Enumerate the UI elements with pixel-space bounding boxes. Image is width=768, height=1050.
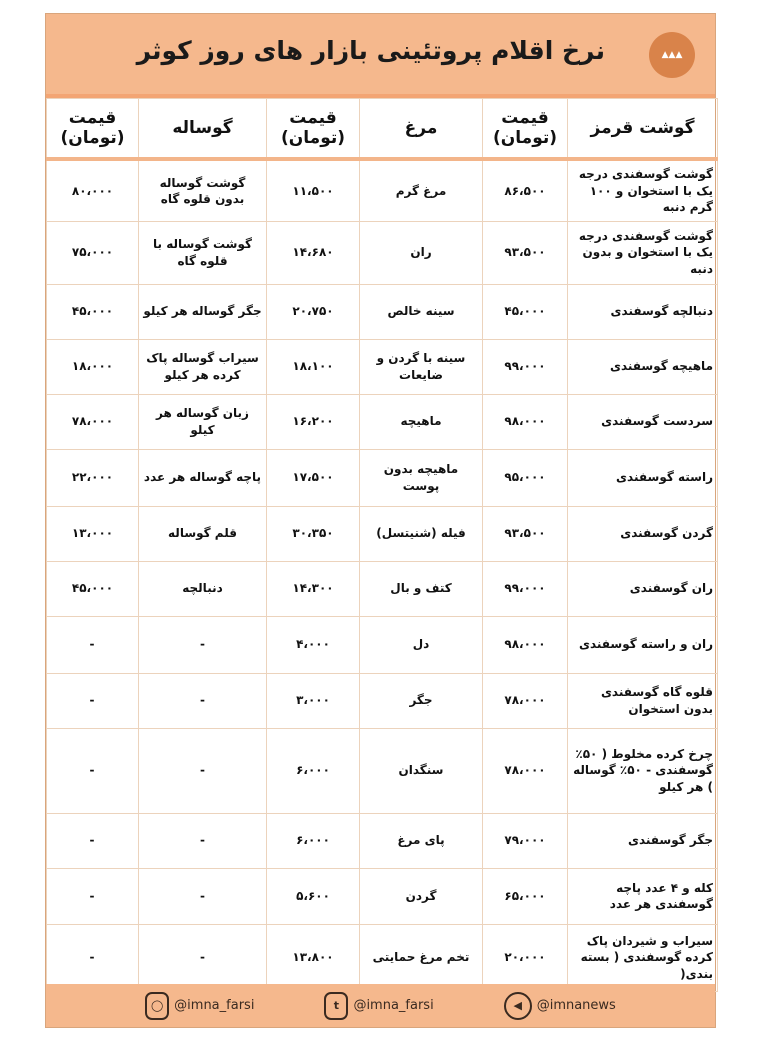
item-cell: ماهیچه گوسفندی [568,339,718,394]
table-row [47,394,718,449]
price-cell: - [47,616,139,673]
price-cell: ۵،۶۰۰ [267,868,360,924]
item-cell: ماهیچه بدون پوست [360,449,483,506]
price-cell: ۳۰،۳۵۰ [267,506,360,561]
item-cell: دل [360,616,483,673]
item-cell: جگر گوسفندی [568,813,718,868]
price-cell: ۷۹،۰۰۰ [483,813,568,868]
item-cell: چرخ کرده مخلوط ( ۵۰٪ گوسفندی - ۵۰٪ گوساله ) هر کیلو [568,728,718,813]
item-cell: سردست گوسفندی [568,394,718,449]
column-header: قیمت (تومان) [483,99,568,160]
item-cell: گوشت گوساله با قلوه گاه [139,221,267,284]
imna-logo: ▲▲▲ [649,32,695,78]
table-row [47,561,718,616]
twitter-icon: t [324,992,348,1020]
price-cell: ۶،۰۰۰ [267,813,360,868]
column-header: گوساله [139,99,267,160]
item-cell: ماهیچه [360,394,483,449]
price-cell: - [47,924,139,991]
item-cell: قلم گوساله [139,506,267,561]
item-cell: - [139,728,267,813]
column-header: قیمت (تومان) [267,99,360,160]
table-row [47,506,718,561]
item-cell: فیله (شنیتسل) [360,506,483,561]
item-cell: - [139,868,267,924]
item-cell: سنگدان [360,728,483,813]
table-row [47,339,718,394]
price-cell: ۸۰،۰۰۰ [47,159,139,221]
item-cell: ران [360,221,483,284]
item-cell: پای مرغ [360,813,483,868]
item-cell: - [139,673,267,728]
price-cell: ۹۳،۵۰۰ [483,221,568,284]
price-cell: - [47,728,139,813]
price-cell: ۴،۰۰۰ [267,616,360,673]
price-cell: ۱۸،۰۰۰ [47,339,139,394]
price-cell: ۹۸،۰۰۰ [483,616,568,673]
price-cell: ۴۵،۰۰۰ [47,284,139,339]
item-cell: پاچه گوساله هر عدد [139,449,267,506]
item-cell: کله و ۴ عدد پاچه گوسفندی هر عدد [568,868,718,924]
price-cell: ۱۶،۲۰۰ [267,394,360,449]
item-cell: سیراب و شیردان پاک کرده گوسفندی ( بسته بندی( [568,924,718,991]
item-cell: دنبالچه [139,561,267,616]
price-cell: ۶،۰۰۰ [267,728,360,813]
item-cell: - [139,616,267,673]
handle-text: @imna_farsi [174,998,255,1013]
price-cell: ۴۵،۰۰۰ [483,284,568,339]
item-cell: دنبالچه گوسفندی [568,284,718,339]
price-cell: ۷۸،۰۰۰ [483,728,568,813]
handle-text: @imna_farsi [353,998,434,1013]
price-cell: ۹۹،۰۰۰ [483,561,568,616]
item-cell: جگر گوساله هر کیلو [139,284,267,339]
price-cell: ۱۴،۶۸۰ [267,221,360,284]
table-row [47,221,718,284]
price-sheet [45,13,716,1028]
table-row [47,868,718,924]
table-row [47,449,718,506]
price-cell: ۹۵،۰۰۰ [483,449,568,506]
column-header: مرغ [360,99,483,160]
item-cell: ران و راسته گوسفندی [568,616,718,673]
instagram-icon: ◯ [145,992,169,1020]
table-row [47,159,718,221]
price-cell: ۸۶،۵۰۰ [483,159,568,221]
telegram-icon: ◀ [504,992,532,1020]
price-cell: ۹۸،۰۰۰ [483,394,568,449]
price-cell: ۷۸،۰۰۰ [483,673,568,728]
handle-text: @imnanews [536,998,616,1013]
item-cell: سینه خالص [360,284,483,339]
social-handle[interactable] [324,992,433,1020]
page-title: نرخ اقلام پروتئینی بازار های روز کوثر [136,36,605,65]
column-header: گوشت قرمز [568,99,718,160]
price-cell: ۱۸،۱۰۰ [267,339,360,394]
item-cell: گردن [360,868,483,924]
item-cell: گردن گوسفندی [568,506,718,561]
social-handle[interactable] [145,992,254,1020]
item-cell: راسته گوسفندی [568,449,718,506]
price-cell: ۲۰،۷۵۰ [267,284,360,339]
price-cell: ۱۷،۵۰۰ [267,449,360,506]
social-handle[interactable] [504,992,616,1020]
table-header-row [47,99,718,160]
price-cell: ۶۵،۰۰۰ [483,868,568,924]
price-cell: ۹۹،۰۰۰ [483,339,568,394]
item-cell: گوشت گوساله بدون قلوه گاه [139,159,267,221]
price-cell: ۴۵،۰۰۰ [47,561,139,616]
table-row [47,284,718,339]
item-cell: مرغ گرم [360,159,483,221]
price-table [46,98,718,992]
item-cell: سیراب گوساله پاک کرده هر کیلو [139,339,267,394]
price-cell: - [47,868,139,924]
item-cell: سینه با گردن و ضایعات [360,339,483,394]
table-row [47,924,718,991]
price-cell: ۷۵،۰۰۰ [47,221,139,284]
footer-social-bar [46,984,715,1027]
price-cell: ۱۴،۳۰۰ [267,561,360,616]
price-cell: ۷۸،۰۰۰ [47,394,139,449]
price-cell: ۹۳،۵۰۰ [483,506,568,561]
price-cell: - [47,673,139,728]
item-cell: تخم مرغ حمایتی [360,924,483,991]
price-cell: ۱۳،۸۰۰ [267,924,360,991]
item-cell: گوشت گوسفندی درجه یک با استخوان و ۱۰۰ گرم دنبه [568,159,718,221]
table-row [47,813,718,868]
price-cell: ۱۱،۵۰۰ [267,159,360,221]
item-cell: جگر [360,673,483,728]
column-header: قیمت (تومان) [47,99,139,160]
price-cell: ۲۰،۰۰۰ [483,924,568,991]
table-row [47,616,718,673]
item-cell: قلوه گاه گوسفندی بدون استخوان [568,673,718,728]
item-cell: - [139,813,267,868]
table-row [47,728,718,813]
table-row [47,673,718,728]
price-cell: ۱۳،۰۰۰ [47,506,139,561]
item-cell: ران گوسفندی [568,561,718,616]
price-cell: ۲۲،۰۰۰ [47,449,139,506]
item-cell: زبان گوساله هر کیلو [139,394,267,449]
item-cell: - [139,924,267,991]
item-cell: گوشت گوسفندی درجه یک با استخوان و بدون دنبه [568,221,718,284]
price-cell: - [47,813,139,868]
price-cell: ۳،۰۰۰ [267,673,360,728]
item-cell: کتف و بال [360,561,483,616]
header-band [46,14,715,98]
